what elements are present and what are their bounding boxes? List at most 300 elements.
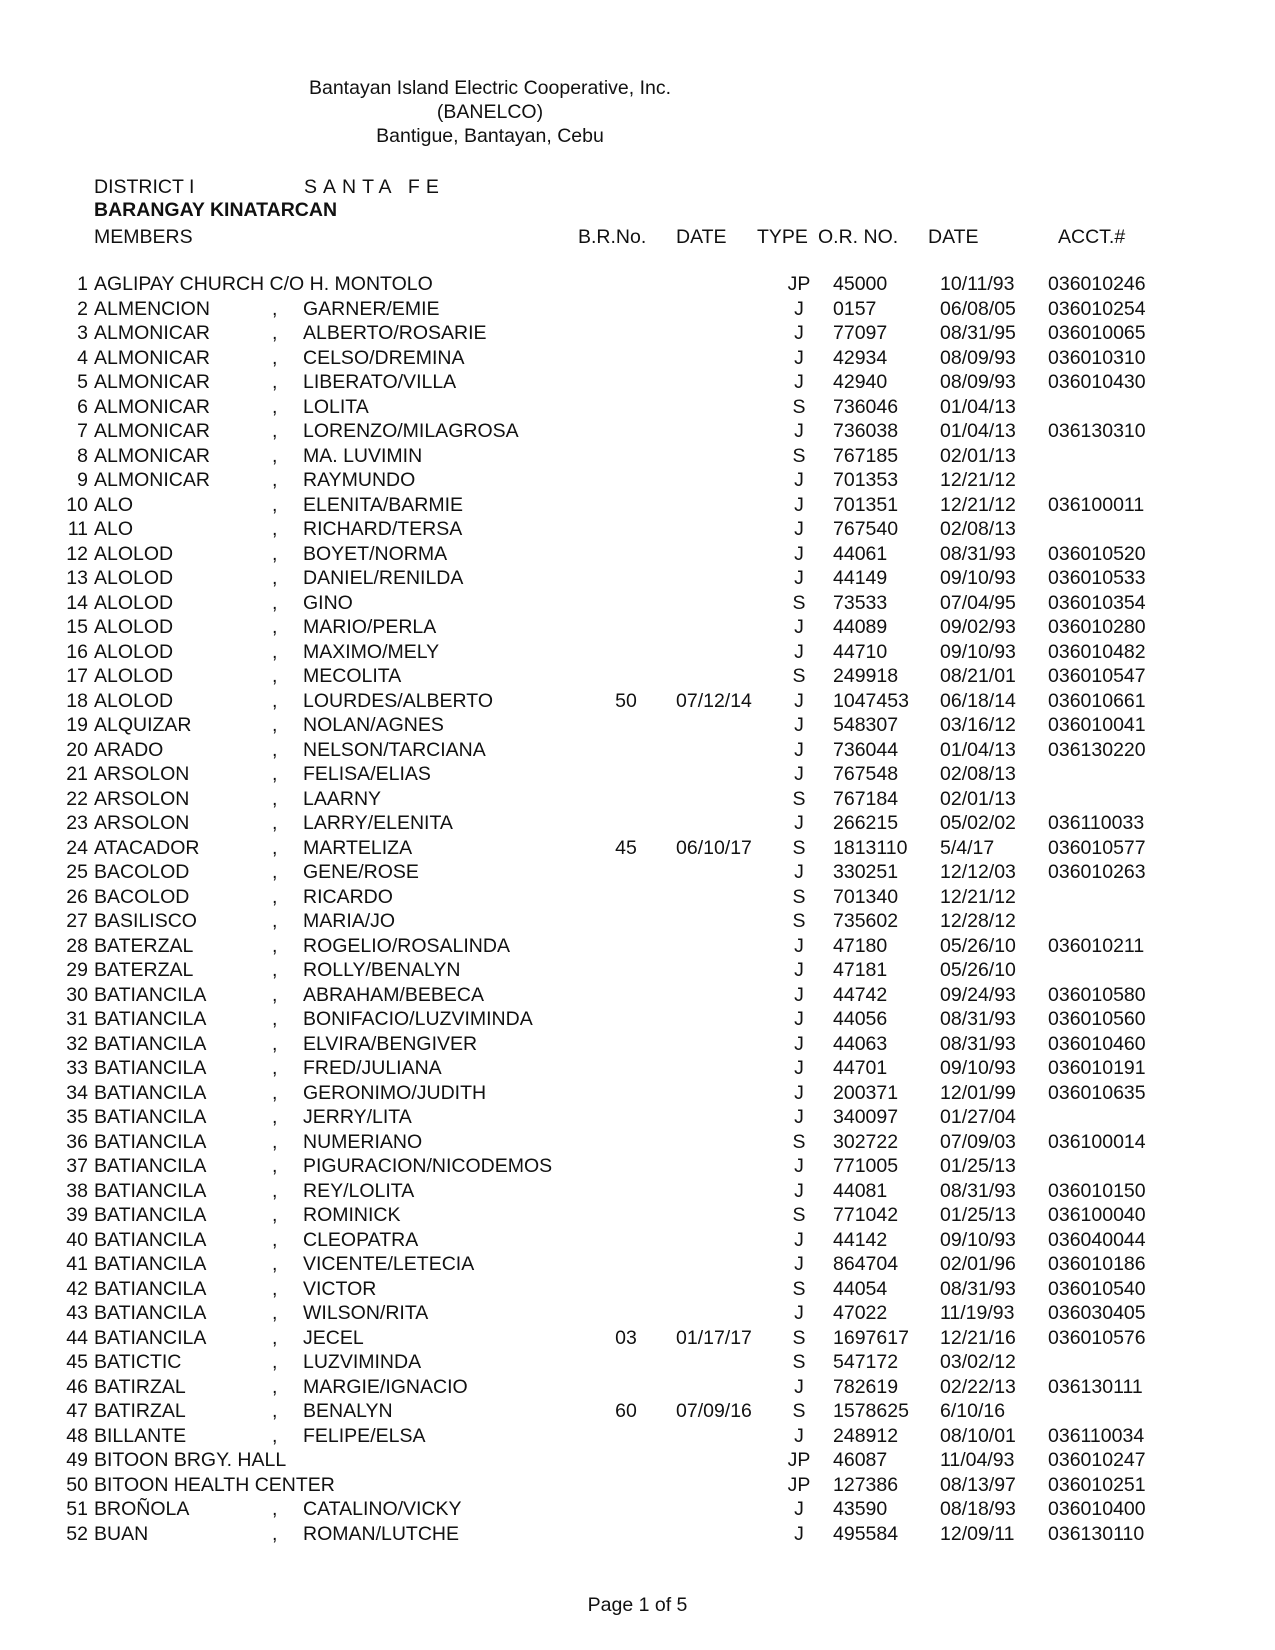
table-row — [0, 347, 1275, 372]
column-headers — [0, 226, 1275, 250]
table-row — [0, 1155, 1275, 1180]
row-number: 33 — [66, 1057, 88, 1079]
row-number: 30 — [66, 983, 88, 1006]
or-date: 08/31/95 — [940, 322, 1016, 344]
member-last-name: ALOLOD — [94, 591, 174, 614]
row-number: 44 — [66, 1326, 88, 1349]
row-number: 24 — [66, 836, 88, 859]
or-number: 701351 — [833, 493, 899, 516]
table-row — [0, 1302, 1275, 1327]
row-number: 20 — [66, 738, 88, 761]
member-first-names: LAARNY — [303, 787, 382, 810]
or-number: 73533 — [833, 591, 888, 614]
member-first-names: DANIEL/RENILDA — [303, 567, 464, 589]
or-date: 02/01/13 — [940, 444, 1016, 467]
table-row — [0, 1008, 1275, 1033]
member-first-names: ELENITA/BARMIE — [303, 493, 464, 516]
member-first-names: GARNER/EMIE — [303, 297, 440, 320]
row-number: 38 — [66, 1179, 88, 1202]
row-number: 27 — [66, 910, 88, 932]
member-first-names: BOYET/NORMA — [303, 542, 448, 565]
row-number: 12 — [66, 542, 88, 565]
or-number: 1047453 — [833, 689, 909, 712]
table-row — [0, 1474, 1275, 1499]
member-type: JP — [787, 1473, 811, 1496]
name-separator: , — [272, 1204, 278, 1226]
table-row — [0, 1057, 1275, 1082]
member-last-name: ALMENCION — [94, 297, 210, 320]
or-number: 266215 — [833, 812, 899, 834]
name-separator: , — [272, 469, 278, 491]
or-number: 44081 — [833, 1179, 888, 1202]
member-type: J — [794, 542, 804, 565]
or-number: 864704 — [833, 1253, 899, 1275]
row-number: 36 — [66, 1130, 88, 1153]
name-separator: , — [272, 1130, 278, 1153]
member-last-name: ALMONICAR — [94, 420, 210, 442]
member-last-name: BATIRZAL — [94, 1400, 186, 1422]
or-date: 12/21/12 — [940, 469, 1016, 491]
member-first-names: MA. LUVIMIN — [303, 444, 423, 467]
member-first-names: LARRY/ELENITA — [303, 812, 453, 834]
name-separator: , — [272, 934, 278, 957]
account-number: 036010540 — [1048, 1277, 1146, 1300]
row-number: 14 — [66, 591, 88, 614]
member-type: J — [794, 493, 804, 516]
name-separator: , — [272, 1424, 278, 1447]
name-separator: , — [272, 1228, 278, 1251]
name-separator: , — [272, 542, 278, 565]
or-date: 05/26/10 — [940, 959, 1016, 981]
member-type: J — [794, 1057, 804, 1079]
member-last-name: ALOLOD — [94, 567, 174, 589]
org-name: Bantayan Island Electric Cooperative, Inc. — [308, 77, 672, 99]
member-type: J — [794, 1302, 804, 1324]
or-number: 736046 — [833, 395, 899, 418]
or-date: 07/04/95 — [940, 591, 1016, 614]
member-type: J — [794, 1498, 804, 1520]
row-number: 8 — [77, 444, 88, 467]
row-number: 22 — [66, 787, 88, 810]
or-date: 03/16/12 — [940, 714, 1016, 736]
district-line — [94, 176, 445, 199]
or-date: 08/31/93 — [940, 542, 1016, 565]
br-date: 07/09/16 — [676, 1400, 752, 1422]
name-separator: , — [272, 371, 278, 393]
or-number: 771042 — [833, 1204, 899, 1226]
name-separator: , — [272, 1179, 278, 1202]
br-number: 50 — [615, 689, 637, 712]
col-or-no: O.R. NO. — [818, 226, 899, 248]
table-row — [0, 1449, 1275, 1474]
table-row — [0, 567, 1275, 592]
org-abbreviation: (BANELCO) — [436, 101, 544, 123]
or-number: 200371 — [833, 1081, 899, 1104]
member-first-names: GINO — [303, 591, 353, 614]
row-number: 11 — [67, 518, 88, 540]
name-separator: , — [272, 983, 278, 1006]
member-first-names: BENALYN — [303, 1400, 393, 1422]
name-separator: , — [272, 616, 278, 638]
row-number: 51 — [66, 1498, 88, 1520]
row-number: 40 — [66, 1228, 88, 1251]
account-number: 036010577 — [1048, 836, 1146, 859]
or-number: 45000 — [833, 273, 888, 295]
table-row — [0, 714, 1275, 739]
member-type: JP — [787, 1449, 811, 1471]
name-separator: , — [272, 1106, 278, 1128]
member-last-name: BROÑOLA — [94, 1498, 190, 1520]
member-first-names: LORENZO/MILAGROSA — [303, 420, 519, 442]
or-number: 701353 — [833, 469, 899, 491]
table-row — [0, 1229, 1275, 1254]
row-number: 7 — [77, 420, 88, 442]
table-row — [0, 690, 1275, 715]
member-last-name: BITOON BRGY. HALL — [94, 1449, 287, 1471]
row-number: 52 — [66, 1522, 88, 1545]
or-date: 01/04/13 — [940, 738, 1016, 761]
table-row — [0, 420, 1275, 445]
name-separator: , — [272, 297, 278, 320]
member-type: J — [794, 1032, 804, 1055]
member-first-names: PIGURACION/NICODEMOS — [303, 1155, 553, 1177]
table-row — [0, 861, 1275, 886]
member-type: J — [794, 518, 804, 540]
row-number: 34 — [66, 1081, 88, 1104]
row-number: 29 — [66, 959, 88, 981]
or-date: 12/12/03 — [940, 861, 1016, 883]
or-number: 44149 — [833, 567, 888, 589]
table-row — [0, 543, 1275, 568]
or-date: 10/11/93 — [940, 273, 1015, 295]
account-number: 036010263 — [1048, 861, 1146, 883]
account-number: 036010065 — [1048, 322, 1146, 344]
name-separator: , — [272, 836, 278, 859]
row-number: 19 — [66, 714, 88, 736]
member-type: J — [794, 812, 804, 834]
account-number: 036010251 — [1048, 1473, 1146, 1496]
member-type: J — [794, 640, 804, 663]
account-number: 036130310 — [1048, 420, 1146, 442]
member-type: J — [794, 714, 804, 736]
row-number: 49 — [66, 1449, 88, 1471]
row-number: 1 — [77, 273, 88, 295]
table-row — [0, 910, 1275, 935]
account-number: 036010460 — [1048, 1032, 1146, 1055]
member-type: J — [794, 738, 804, 761]
account-number: 036100011 — [1048, 493, 1145, 516]
or-date: 12/09/11 — [940, 1522, 1015, 1545]
or-number: 127386 — [833, 1473, 899, 1496]
member-first-names: LIBERATO/VILLA — [303, 371, 457, 393]
member-last-name: AGLIPAY CHURCH C/O H. MONTOLO — [94, 273, 433, 295]
or-date: 01/25/13 — [940, 1204, 1016, 1226]
or-date: 08/18/93 — [940, 1498, 1016, 1520]
or-date: 08/21/01 — [940, 665, 1016, 687]
member-type: S — [792, 1351, 806, 1373]
or-number: 249918 — [833, 665, 899, 687]
name-separator: , — [272, 910, 278, 932]
or-date: 09/24/93 — [940, 983, 1016, 1006]
member-first-names: CATALINO/VICKY — [303, 1498, 462, 1520]
name-separator: , — [272, 444, 278, 467]
name-separator: , — [272, 1277, 278, 1300]
member-type: S — [792, 910, 806, 932]
table-row — [0, 1351, 1275, 1376]
or-number: 44142 — [833, 1228, 888, 1251]
member-first-names: ROMAN/LUTCHE — [303, 1522, 460, 1545]
member-last-name: ALOLOD — [94, 640, 174, 663]
table-row — [0, 273, 1275, 298]
row-number: 16 — [66, 640, 88, 663]
name-separator: , — [272, 861, 278, 883]
or-number: 44742 — [833, 983, 888, 1006]
row-number: 6 — [77, 395, 88, 418]
row-number: 43 — [66, 1302, 88, 1324]
member-last-name: BILLANTE — [94, 1424, 187, 1447]
member-last-name: BATERZAL — [94, 934, 194, 957]
member-first-names: FRED/JULIANA — [303, 1057, 442, 1079]
account-number: 036010520 — [1048, 542, 1146, 565]
or-date: 02/22/13 — [940, 1375, 1016, 1398]
member-last-name: ALOLOD — [94, 616, 174, 638]
page-number: Page 1 of 5 — [587, 1594, 688, 1616]
or-number: 0157 — [833, 297, 877, 320]
or-date: 12/21/12 — [940, 885, 1016, 908]
or-date: 08/31/93 — [940, 1179, 1016, 1202]
or-date: 06/18/14 — [940, 689, 1016, 712]
member-first-names: MECOLITA — [303, 665, 402, 687]
member-type: J — [794, 959, 804, 981]
member-last-name: BATIANCILA — [94, 983, 207, 1006]
member-type: J — [794, 1081, 804, 1104]
member-type: J — [794, 371, 804, 393]
or-date: 6/10/16 — [940, 1400, 1006, 1422]
document-header — [300, 76, 680, 148]
row-number: 42 — [66, 1277, 88, 1300]
name-separator: , — [272, 420, 278, 442]
table-row — [0, 641, 1275, 666]
member-last-name: ALO — [94, 493, 134, 516]
table-row — [0, 1131, 1275, 1156]
or-date: 12/21/16 — [940, 1326, 1016, 1349]
member-last-name: BUAN — [94, 1522, 149, 1545]
member-type: J — [794, 1155, 804, 1177]
or-number: 44054 — [833, 1277, 888, 1300]
member-last-name: BATIANCILA — [94, 1228, 207, 1251]
or-number: 248912 — [833, 1424, 899, 1447]
name-separator: , — [272, 738, 278, 761]
or-date: 08/31/93 — [940, 1032, 1016, 1055]
member-first-names: GENE/ROSE — [303, 861, 419, 883]
row-number: 32 — [66, 1032, 88, 1055]
table-row — [0, 494, 1275, 519]
name-separator: , — [272, 1081, 278, 1104]
table-row — [0, 1400, 1275, 1425]
member-type: J — [794, 1106, 804, 1128]
account-number: 036010246 — [1048, 273, 1146, 295]
or-number: 736044 — [833, 738, 899, 761]
member-type: S — [792, 836, 806, 859]
member-last-name: ARSOLON — [94, 787, 190, 810]
member-first-names: ALBERTO/ROSARIE — [303, 322, 487, 344]
table-row — [0, 1327, 1275, 1352]
or-number: 548307 — [833, 714, 899, 736]
member-last-name: BATIANCILA — [94, 1081, 207, 1104]
member-last-name: BASILISCO — [94, 910, 197, 932]
member-type: J — [794, 1228, 804, 1251]
member-last-name: ALOLOD — [94, 542, 174, 565]
table-row — [0, 763, 1275, 788]
member-last-name: BATIANCILA — [94, 1155, 207, 1177]
or-date: 12/28/12 — [940, 910, 1016, 932]
member-last-name: BATIANCILA — [94, 1204, 207, 1226]
name-separator: , — [272, 1351, 278, 1373]
member-first-names: MARTELIZA — [303, 836, 413, 859]
member-type: J — [794, 689, 804, 712]
name-separator: , — [272, 346, 278, 369]
member-last-name: BITOON HEALTH CENTER — [94, 1473, 335, 1496]
account-number: 036010211 — [1048, 934, 1145, 957]
member-first-names: BONIFACIO/LUZVIMINDA — [303, 1008, 533, 1030]
name-separator: , — [272, 812, 278, 834]
row-number: 10 — [66, 493, 88, 516]
name-separator: , — [272, 1155, 278, 1177]
table-row — [0, 984, 1275, 1009]
member-type: S — [792, 1326, 806, 1349]
member-first-names: RAYMUNDO — [303, 469, 416, 491]
table-row — [0, 518, 1275, 543]
member-last-name: BATIANCILA — [94, 1130, 207, 1153]
account-number: 036010150 — [1048, 1179, 1146, 1202]
row-number: 46 — [66, 1375, 88, 1398]
table-row — [0, 1376, 1275, 1401]
member-first-names: GERONIMO/JUDITH — [303, 1081, 487, 1104]
member-type: J — [794, 420, 804, 442]
account-number: 036110033 — [1048, 812, 1145, 834]
or-date: 08/31/93 — [940, 1277, 1016, 1300]
or-number: 43590 — [833, 1498, 888, 1520]
col-date2: DATE — [928, 226, 979, 248]
name-separator: , — [272, 787, 278, 810]
or-number: 340097 — [833, 1106, 899, 1128]
member-type: J — [794, 322, 804, 344]
or-number: 47180 — [833, 934, 888, 957]
member-first-names: FELISA/ELIAS — [303, 763, 431, 785]
col-date: DATE — [676, 226, 727, 248]
name-separator: , — [272, 567, 278, 589]
row-number: 47 — [66, 1400, 88, 1422]
col-br-no: B.R.No. — [578, 226, 647, 248]
or-date: 11/04/93 — [940, 1449, 1015, 1471]
table-row — [0, 396, 1275, 421]
member-last-name: BATICTIC — [94, 1351, 182, 1373]
member-first-names: LUZVIMINDA — [303, 1351, 422, 1373]
or-number: 44710 — [833, 640, 888, 663]
member-first-names: NUMERIANO — [303, 1130, 423, 1153]
or-number: 77097 — [833, 322, 888, 344]
or-number: 767540 — [833, 518, 899, 540]
or-number: 46087 — [833, 1449, 888, 1471]
row-number: 5 — [77, 371, 88, 393]
account-number: 036010191 — [1048, 1057, 1146, 1079]
member-last-name: ALMONICAR — [94, 346, 210, 369]
member-type: J — [794, 1253, 804, 1275]
member-last-name: BATIANCILA — [94, 1179, 207, 1202]
br-number: 03 — [615, 1326, 637, 1349]
member-type: J — [794, 1424, 804, 1447]
account-number: 036010661 — [1048, 689, 1146, 712]
account-number: 036010580 — [1048, 983, 1146, 1006]
member-type: J — [794, 567, 804, 589]
or-number: 47181 — [833, 959, 888, 981]
or-number: 547172 — [833, 1351, 899, 1373]
account-number: 036010560 — [1048, 1008, 1146, 1030]
row-number: 13 — [66, 567, 88, 589]
org-address: Bantigue, Bantayan, Cebu — [376, 125, 604, 147]
or-number: 44056 — [833, 1008, 888, 1030]
account-number: 036010041 — [1048, 714, 1146, 736]
row-number: 4 — [77, 346, 88, 369]
table-row — [0, 959, 1275, 984]
account-number: 036100014 — [1048, 1130, 1146, 1153]
row-number: 2 — [77, 297, 88, 320]
or-date: 02/08/13 — [940, 763, 1016, 785]
account-number: 036130220 — [1048, 738, 1146, 761]
or-number: 47022 — [833, 1302, 888, 1324]
account-number: 036130110 — [1048, 1522, 1145, 1545]
or-date: 05/26/10 — [940, 934, 1016, 957]
member-first-names: CLEOPATRA — [303, 1228, 419, 1251]
table-row — [0, 592, 1275, 617]
name-separator: , — [272, 1302, 278, 1324]
member-type: J — [794, 763, 804, 785]
account-number: 036100040 — [1048, 1204, 1146, 1226]
or-date: 02/01/13 — [940, 787, 1016, 810]
member-type: J — [794, 346, 804, 369]
or-date: 06/08/05 — [940, 297, 1016, 320]
member-type: S — [792, 1130, 806, 1153]
member-last-name: ALOLOD — [94, 665, 174, 687]
member-type: J — [794, 934, 804, 957]
or-date: 09/10/93 — [940, 1228, 1016, 1251]
or-number: 1813110 — [833, 836, 908, 859]
member-last-name: BATIANCILA — [94, 1057, 207, 1079]
account-number: 036010533 — [1048, 567, 1146, 589]
row-number: 23 — [66, 812, 88, 834]
or-number: 44701 — [833, 1057, 888, 1079]
name-separator: , — [272, 1522, 278, 1545]
table-row — [0, 469, 1275, 494]
member-first-names: JERRY/LITA — [303, 1106, 412, 1128]
or-number: 767185 — [833, 444, 899, 467]
or-date: 08/10/01 — [940, 1424, 1016, 1447]
account-number: 036010635 — [1048, 1081, 1146, 1104]
member-first-names: CELSO/DREMINA — [303, 346, 465, 369]
or-date: 07/09/03 — [940, 1130, 1016, 1153]
member-last-name: ALMONICAR — [94, 371, 210, 393]
member-first-names: ROGELIO/ROSALINDA — [303, 934, 510, 957]
member-last-name: BATERZAL — [94, 959, 194, 981]
or-number: 330251 — [833, 861, 899, 883]
member-type: JP — [787, 273, 811, 295]
member-last-name: BACOLOD — [94, 885, 190, 908]
table-row — [0, 322, 1275, 347]
member-last-name: BATIANCILA — [94, 1106, 207, 1128]
or-number: 42940 — [833, 371, 888, 393]
member-last-name: ATACADOR — [94, 836, 200, 859]
row-number: 21 — [66, 763, 88, 785]
